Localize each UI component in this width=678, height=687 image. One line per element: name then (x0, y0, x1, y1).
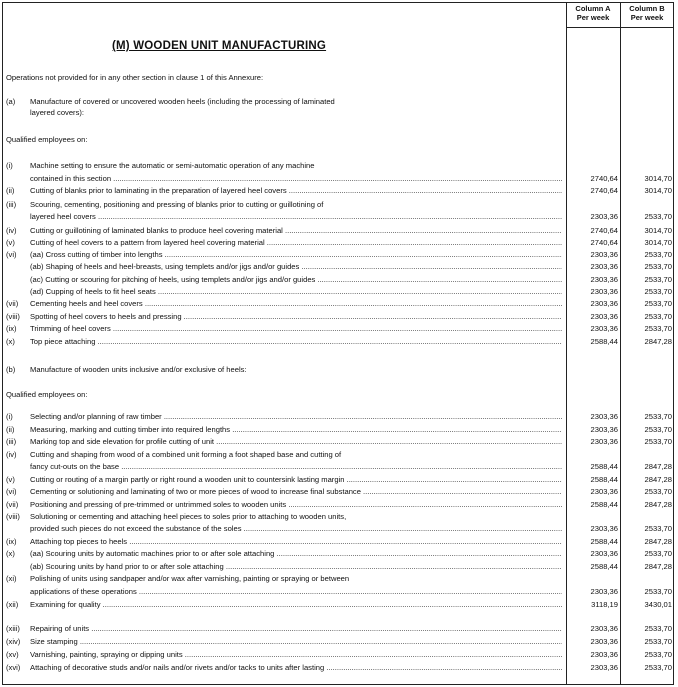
rate-column-a: 2303,36 (590, 299, 618, 308)
item-description: Trimming of heel covers ..... (30, 324, 562, 333)
rate-column-b: 2533,70 (644, 624, 672, 633)
item-description: Attaching top pieces to heels ..... (30, 537, 562, 546)
item-description: (ab) Shaping of heels and heel-breasts, using templets and/or jigs and/or guides ..... (30, 262, 562, 271)
rate-column-a: 2303,36 (590, 312, 618, 321)
rate-column-b: 3014,70 (644, 238, 672, 247)
rate-column-b: 2533,70 (644, 250, 672, 259)
item-description: Positioning and pressing of pre-trimmed or untrimmed soles to wooden units ..... (30, 500, 562, 509)
item-description: (ad) Cupping of heels to fit heel seats ..... (30, 287, 562, 296)
rate-column-a: 2303,36 (590, 524, 618, 533)
item-description: Cementing heels and heel covers ..... (30, 299, 562, 308)
item-description: Attaching of decorative studs and/or nails and/or rivets and/or tacks to units after lasting ..... (30, 663, 562, 672)
item-number: (vii) (6, 299, 19, 308)
rate-column-b: 2533,70 (644, 487, 672, 496)
item-number: (ix) (6, 324, 17, 333)
rate-column-b: 2533,70 (644, 287, 672, 296)
rate-column-a: 2740,64 (590, 226, 618, 235)
item-description: Cutting or routing of a margin partly or right round a wooden unit to countersink lasting margin ..... (30, 475, 562, 484)
header-rule (566, 27, 674, 28)
rate-column-b: 2533,70 (644, 262, 672, 271)
item-description: applications of these operations ..... (30, 587, 562, 596)
rate-column-a: 3118,19 (591, 600, 618, 609)
rate-column-a: 2303,36 (590, 650, 618, 659)
item-number: (iv) (6, 226, 17, 235)
rate-column-b: 2533,70 (644, 650, 672, 659)
rate-column-a: 2303,36 (590, 412, 618, 421)
item-number: (i) (6, 412, 13, 421)
item-description: Measuring, marking and cutting timber into required lengths ..... (30, 425, 562, 434)
rate-column-b: 2533,70 (644, 524, 672, 533)
item-description: Solutioning or cementing and attaching heel pieces to soles prior to attaching to wooden units, (30, 512, 347, 521)
item-number: (vi) (6, 487, 17, 496)
item-description: Selecting and/or planning of raw timber ..... (30, 412, 562, 421)
rate-column-b: 2533,70 (644, 212, 672, 221)
item-description: Cutting of heel covers to a pattern from layered heel covering material ..... (30, 238, 562, 247)
item-number: (v) (6, 238, 15, 247)
rate-column-b: 3430,01 (644, 600, 672, 609)
item-description: (ab) Scouring units by hand prior to or after sole attaching ..... (30, 562, 562, 571)
item-number: (vii) (6, 500, 19, 509)
item-description: Repairing of units ..... (30, 624, 562, 633)
rate-column-a: 2303,36 (590, 250, 618, 259)
section-b-number: (b) (6, 365, 16, 374)
rate-column-b: 2533,70 (644, 549, 672, 558)
section-a-heading-line1: Manufacture of covered or uncovered wooden heels (including the processing of laminated (30, 97, 335, 106)
rate-column-b: 2533,70 (644, 312, 672, 321)
rate-column-b: 2533,70 (644, 637, 672, 646)
rate-column-a: 2303,36 (590, 324, 618, 333)
column-a-label: Column A (575, 4, 611, 13)
item-description: Spotting of heel covers to heels and pressing ..... (30, 312, 562, 321)
column-b-label: Column B (629, 4, 665, 13)
item-number: (viii) (6, 512, 20, 521)
item-description: Top piece attaching ..... (30, 337, 562, 346)
rate-column-b: 2847,28 (644, 475, 672, 484)
section-a-heading-line2: layered covers): (30, 108, 85, 117)
item-description: (ac) Cutting or scouring for pitching of heels, using templets and/or jigs and/or guides ..... (30, 275, 562, 284)
rate-column-a: 2588,44 (590, 562, 618, 571)
item-number: (iii) (6, 437, 17, 446)
item-description: contained in this section ..... (30, 174, 562, 183)
item-description: fancy cut-outs on the base ..... (30, 462, 562, 471)
item-number: (x) (6, 337, 15, 346)
rate-column-a: 2588,44 (590, 475, 618, 484)
rate-column-b: 2847,28 (644, 500, 672, 509)
rate-column-a: 2740,64 (590, 174, 618, 183)
rate-column-b: 3014,70 (644, 186, 672, 195)
item-description: Marking top and side elevation for profile cutting of unit ..... (30, 437, 562, 446)
rate-column-b: 2533,70 (644, 437, 672, 446)
item-description: Examining for quality ..... (30, 600, 562, 609)
item-description: Cementing or solutioning and laminating of two or more pieces of wood to increase final substance ..... (30, 487, 562, 496)
item-number: (ii) (6, 425, 15, 434)
rate-column-b: 2847,28 (644, 462, 672, 471)
section-a-number: (a) (6, 97, 16, 106)
rate-column-a: 2303,36 (590, 212, 618, 221)
rate-column-a: 2303,36 (590, 637, 618, 646)
column-a-unit: Per week (576, 13, 610, 22)
item-number: (xi) (6, 574, 17, 583)
item-description: Polishing of units using sandpaper and/or wax after varnishing, painting or spraying or between (30, 574, 350, 583)
rate-column-a: 2303,36 (590, 587, 618, 596)
item-number: (ix) (6, 537, 17, 546)
item-number: (xv) (6, 650, 19, 659)
rate-column-a: 2303,36 (590, 487, 618, 496)
rate-column-b: 2847,28 (644, 562, 672, 571)
rate-column-a: 2588,44 (590, 337, 618, 346)
rate-column-a: 2740,64 (590, 238, 618, 247)
column-a-header (566, 4, 620, 22)
rate-column-b: 2533,70 (644, 587, 672, 596)
item-description: Scouring, cementing, positioning and pressing of blanks prior to cutting or guillotining of (30, 200, 324, 209)
item-number: (vi) (6, 250, 17, 259)
rate-column-a: 2588,44 (590, 537, 618, 546)
item-description: (aa) Cross cutting of timber into lengths ..... (30, 250, 562, 259)
item-number: (v) (6, 475, 15, 484)
rate-column-b: 2533,70 (644, 412, 672, 421)
intro-text: Operations not provided for in any other section in clause 1 of this Annexure: (6, 73, 264, 82)
rate-column-b: 2533,70 (644, 663, 672, 672)
rate-column-a: 2303,36 (590, 425, 618, 434)
item-description: Cutting of blanks prior to laminating in the preparation of layered heel covers ..... (30, 186, 562, 195)
item-number: (iii) (6, 200, 17, 209)
item-description: layered heel covers ..... (30, 212, 562, 221)
item-number: (xii) (6, 600, 19, 609)
rate-column-a: 2588,44 (590, 500, 618, 509)
section-b-heading: Manufacture of wooden units inclusive and/or exclusive of heels: (30, 365, 247, 374)
rate-column-a: 2303,36 (590, 549, 618, 558)
rate-column-a: 2303,36 (590, 287, 618, 296)
item-description: Machine setting to ensure the automatic or semi-automatic operation of any machine (30, 161, 315, 170)
item-description: (aa) Scouring units by automatic machines prior to or after sole attaching ..... (30, 549, 562, 558)
rate-column-b: 2533,70 (644, 425, 672, 434)
section-title: (M) WOODEN UNIT MANUFACTURING (112, 40, 327, 52)
rate-column-b: 2533,70 (644, 275, 672, 284)
section-a-qualified: Qualified employees on: (6, 135, 88, 144)
rate-column-a: 2303,36 (590, 437, 618, 446)
item-number: (viii) (6, 312, 20, 321)
column-b-unit: Per week (630, 13, 664, 22)
item-number: (xvi) (6, 663, 21, 672)
item-description: Cutting and shaping from wood of a combined unit forming a foot shaped base and cutting of (30, 450, 342, 459)
item-number: (xiv) (6, 637, 21, 646)
rate-column-a: 2303,36 (590, 624, 618, 633)
rate-column-a: 2588,44 (590, 462, 618, 471)
item-number: (xiii) (6, 624, 20, 633)
item-description: Size stamping ..... (30, 637, 562, 646)
item-description: Varnishing, painting, spraying or dipping units ..... (30, 650, 562, 659)
rate-column-b: 3014,70 (644, 226, 672, 235)
rate-column-a: 2303,36 (590, 663, 618, 672)
rate-column-a: 2740,64 (590, 186, 618, 195)
rate-column-b: 2847,28 (644, 537, 672, 546)
rate-column-b: 3014,70 (644, 174, 672, 183)
column-b-header (620, 4, 674, 22)
item-description: Cutting or guillotining of laminated blanks to produce heel covering material ..... (30, 226, 562, 235)
item-number: (iv) (6, 450, 17, 459)
item-number: (i) (6, 161, 13, 170)
item-description: provided such pieces do not exceed the substance of the soles ..... (30, 524, 562, 533)
rate-column-a: 2303,36 (590, 275, 618, 284)
rate-column-a: 2303,36 (590, 262, 618, 271)
rate-column-b: 2847,28 (644, 337, 672, 346)
item-number: (ii) (6, 186, 15, 195)
section-b-qualified: Qualified employees on: (6, 390, 88, 399)
rate-column-b: 2533,70 (644, 299, 672, 308)
rate-column-b: 2533,70 (644, 324, 672, 333)
item-number: (x) (6, 549, 15, 558)
